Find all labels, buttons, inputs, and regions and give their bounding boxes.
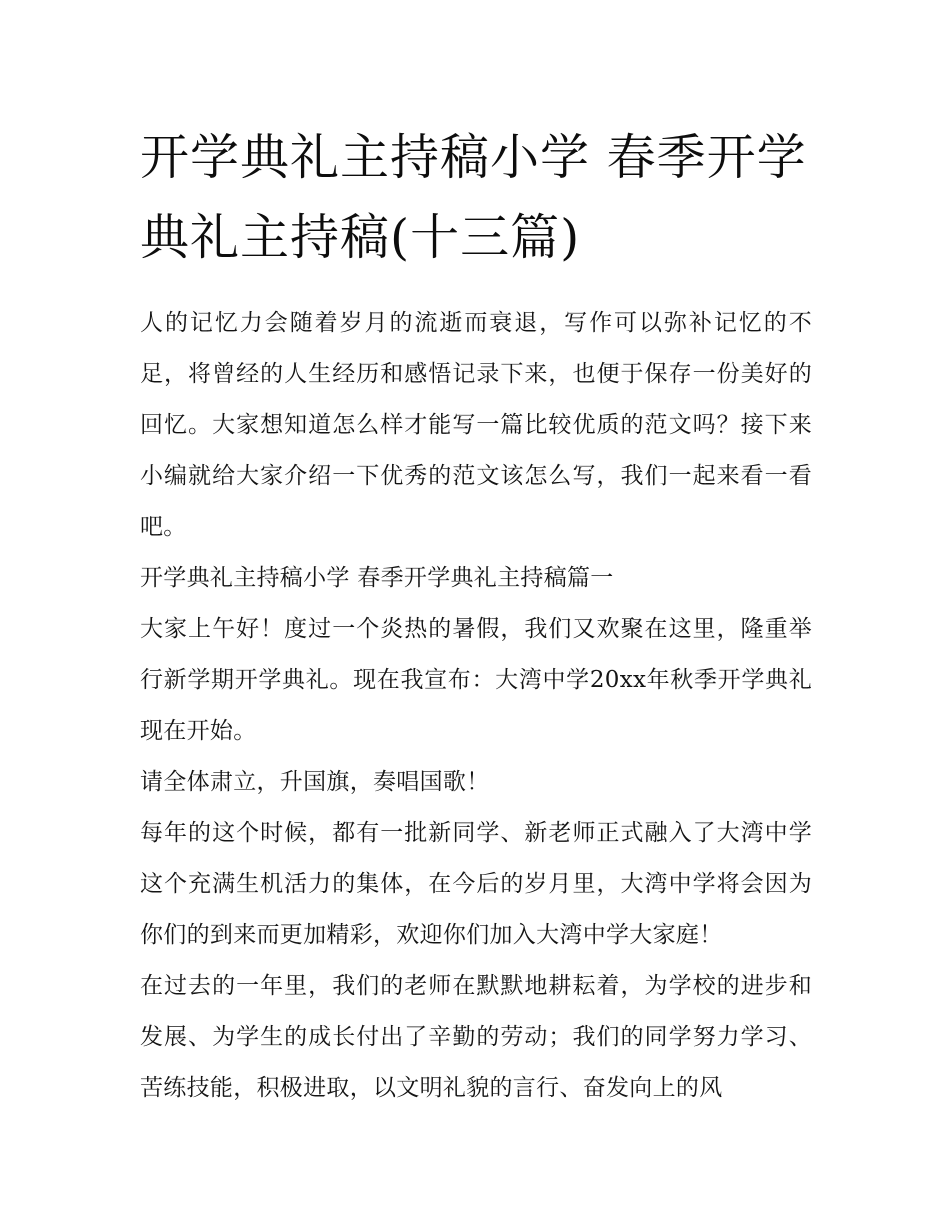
document-body (140, 298, 812, 1114)
paragraph-greeting: 大家上午好！度过一个炎热的暑假，我们又欢聚在这里，隆重举行新学期开学典礼。现在我宣布：大湾中学20xx年秋季开学典礼现在开始。 (140, 616, 812, 744)
paragraph-anthem: 请全体肃立，升国旗，奏唱国歌！ (140, 769, 490, 795)
document-title: 开学典礼主持稿小学 春季开学典礼主持稿(十三篇) (140, 129, 807, 266)
paragraph-welcome: 每年的这个时候，都有一批新同学、新老师正式融入了大湾中学这个充满生机活力的集体，在今后的岁月里，大湾中学将会因为你们的到来而更加精彩，欢迎你们加入大湾中学大家庭！ (140, 820, 812, 948)
document-page (140, 118, 812, 1114)
paragraph-intro: 人的记忆力会随着岁月的流逝而衰退，写作可以弥补记忆的不足，将曾经的人生经历和感悟记录下来，也便于保存一份美好的回忆。大家想知道怎么样才能写一篇比较优质的范文吗？接下来小编就给大家介绍一下优秀的范文该怎么写，我们一起来看一看吧。 (140, 310, 812, 540)
paragraph-review: 在过去的一年里，我们的老师在默默地耕耘着，为学校的进步和发展、为学生的成长付出了辛勤的劳动；我们的同学努力学习、苦练技能，积极进取，以文明礼貌的言行、奋发向上的风 (140, 973, 812, 1101)
section-heading: 开学典礼主持稿小学 春季开学典礼主持稿篇一 (140, 565, 614, 591)
